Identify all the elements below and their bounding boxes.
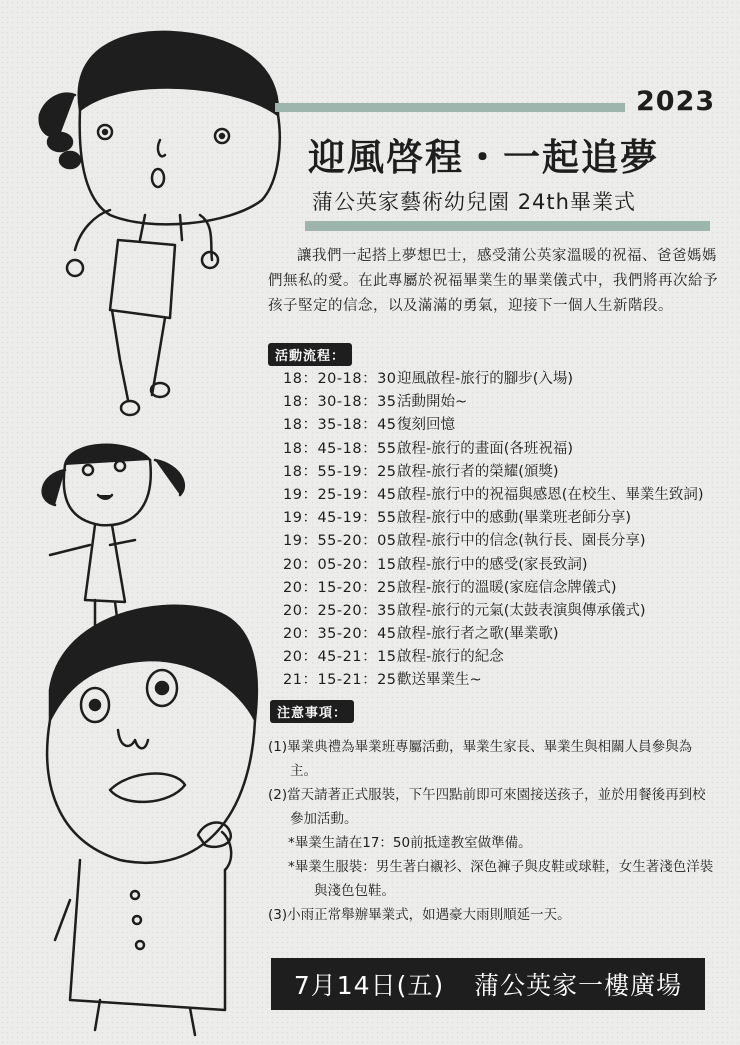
header-accent-bar-bottom bbox=[305, 221, 710, 231]
schedule-time: 19：45-19：55 bbox=[283, 510, 397, 527]
schedule-time: 18：20-18：30 bbox=[283, 371, 397, 387]
schedule-item bbox=[283, 599, 704, 622]
schedule-time: 18：45-18：55 bbox=[283, 440, 397, 457]
boy-drawing-bottom bbox=[47, 606, 257, 1035]
schedule-activity: 活動開始~ bbox=[397, 394, 468, 411]
schedule-activity: 啟程-旅行中的祝福與感恩(在校生、畢業生致詞) bbox=[397, 486, 704, 503]
schedule-item bbox=[283, 668, 704, 691]
schedule-time: 20：05-20：15 bbox=[283, 556, 397, 573]
girl-drawing-middle bbox=[43, 445, 184, 625]
schedule-item bbox=[283, 506, 704, 529]
schedule-item bbox=[283, 413, 704, 436]
schedule-activity: 啟程-旅行的溫暖(家庭信念牌儀式) bbox=[397, 579, 617, 596]
schedule-activity: 啟程-旅行的畫面(各班祝福) bbox=[397, 440, 574, 457]
schedule-activity: 啟程-旅行中的感動(畢業班老師分享) bbox=[397, 510, 632, 527]
schedule-time: 19：55-20：05 bbox=[283, 533, 397, 550]
ceremony-name: 24th畢業式 bbox=[517, 190, 636, 214]
schedule-activity: 復刻回憶 bbox=[397, 417, 455, 434]
schedule-time: 20：35-20：45 bbox=[283, 626, 397, 643]
schedule-activity: 啟程-旅行的紀念 bbox=[397, 649, 504, 666]
note-item: (1)畢業典禮為畢業班專屬活動，畢業生家長、畢業生與相關人員參與為主。 bbox=[268, 739, 693, 779]
schedule-activity: 迎風啟程-旅行的腳步(入場) bbox=[397, 371, 574, 387]
header-accent-bar-top bbox=[275, 103, 625, 112]
schedule-heading: 活動流程： bbox=[268, 343, 352, 366]
event-location: 蒲公英家一樓廣場 bbox=[474, 971, 683, 1000]
schedule-item bbox=[283, 437, 704, 460]
schedule-time: 21：15-21：25 bbox=[283, 672, 397, 689]
event-title: 迎風啓程・一起追夢 bbox=[308, 136, 659, 179]
girl-drawing-top bbox=[40, 32, 280, 415]
schedule-time: 18：30-18：35 bbox=[283, 394, 397, 411]
school-name: 蒲公英家藝術幼兒園 bbox=[312, 190, 510, 214]
notes-heading: 注意事項： bbox=[270, 700, 354, 723]
schedule-time: 20：45-21：15 bbox=[283, 649, 397, 666]
note-item: (2)當天請著正式服裝，下午四點前即可來園接送孩子，並於用餐後再到校參加活動。 bbox=[268, 787, 706, 827]
schedule-time: 18：55-19：25 bbox=[283, 463, 397, 480]
schedule-time: 20：25-20：35 bbox=[283, 602, 397, 619]
schedule-item bbox=[283, 622, 704, 645]
schedule-time: 18：35-18：45 bbox=[283, 417, 397, 434]
schedule-item bbox=[283, 367, 704, 390]
schedule-item bbox=[283, 390, 704, 413]
schedule-item bbox=[283, 576, 704, 599]
schedule-item bbox=[283, 483, 704, 506]
schedule-item bbox=[283, 553, 704, 576]
event-subtitle bbox=[312, 186, 636, 216]
intro-paragraph: 讓我們一起搭上夢想巴士，感受蒲公英家溫暖的祝福、爸爸媽媽們無私的愛。在此專屬於祝福畢業生的畢業儀式中，我們將再次給予孩子堅定的信念，以及滿滿的勇氣，迎接下一個人生新階段。 bbox=[268, 248, 718, 314]
schedule-activity: 啟程-旅行的元氣(太鼓表演與傳承儀式) bbox=[397, 602, 646, 619]
notes-list bbox=[268, 735, 718, 927]
schedule-activity: 啟程-旅行中的信念(執行長、園長分享) bbox=[397, 533, 646, 550]
note-item: (3)小雨正常舉辦畢業式，如遇豪大雨則順延一天。 bbox=[268, 907, 571, 923]
schedule-activity: 啟程-旅行者的榮耀(頒獎) bbox=[397, 463, 559, 480]
note-subitem: *畢業生請在17：50前抵達教室做準備。 bbox=[288, 835, 532, 851]
schedule-time: 20：15-20：25 bbox=[283, 579, 397, 596]
event-date: 7月14日(五) bbox=[293, 971, 445, 1000]
schedule-activity: 歡送畢業生~ bbox=[397, 672, 482, 689]
schedule-item bbox=[283, 460, 704, 483]
note-subitem: *畢業生服裝：男生著白襯衫、深色褲子與皮鞋或球鞋，女生著淺色洋裝與淺色包鞋。 bbox=[288, 859, 714, 899]
schedule-list bbox=[283, 367, 704, 692]
event-date-location-banner bbox=[271, 958, 705, 1010]
schedule-activity: 啟程-旅行者之歌(畢業歌) bbox=[397, 626, 559, 643]
schedule-activity: 啟程-旅行中的感受(家長致詞) bbox=[397, 556, 588, 573]
schedule-item bbox=[283, 529, 704, 552]
schedule-item bbox=[283, 645, 704, 668]
event-year: 2023 bbox=[636, 86, 716, 117]
schedule-time: 19：25-19：45 bbox=[283, 486, 397, 503]
